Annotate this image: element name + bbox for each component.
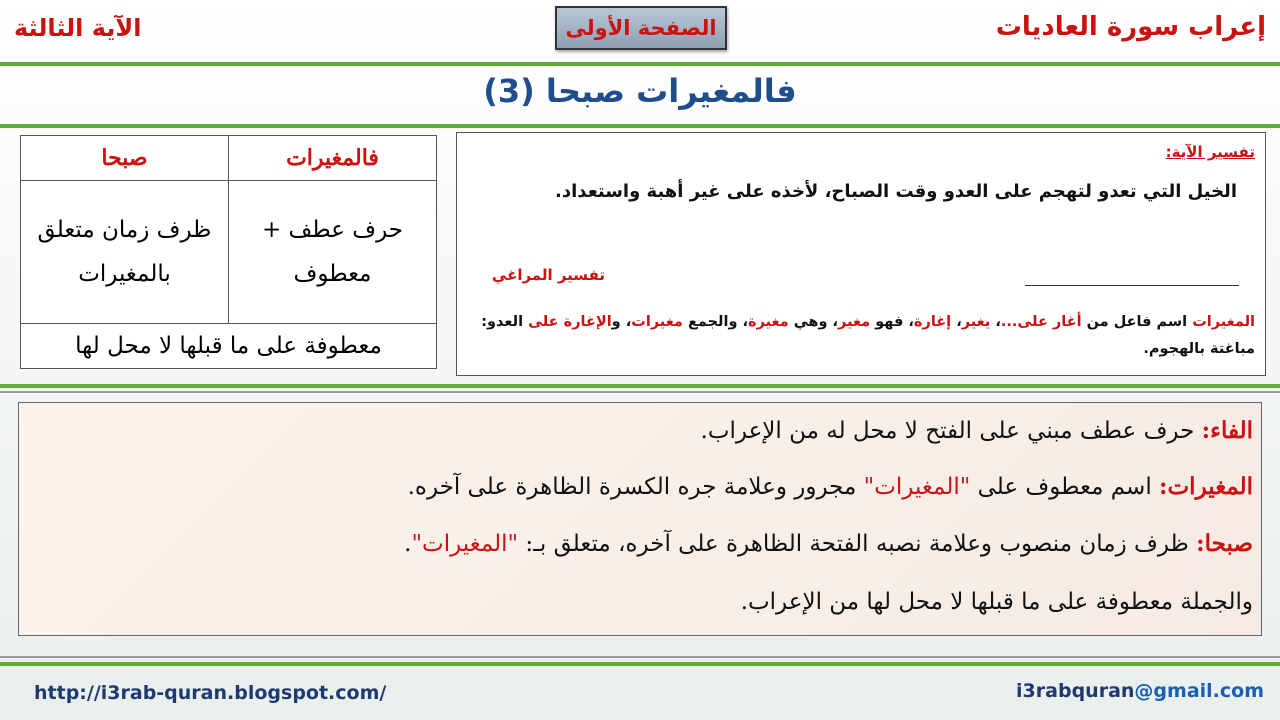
irab-reference: "المغيرات" xyxy=(863,474,971,500)
irab-text: ظرف زمان منصوب وعلامة نصبه الفتحة الظاهرة على آخره، متعلق بـ: xyxy=(518,531,1197,557)
irab-text: والجملة معطوفة على ما قبلها لا محل لها من الإعراب. xyxy=(740,589,1253,615)
maraghi-part: الإغارة على xyxy=(528,314,612,330)
irab-line xyxy=(741,589,1253,615)
irab-text: حرف عطف مبني على الفتح لا محل له من الإعراب. xyxy=(700,418,1202,444)
irab-label: الفاء: xyxy=(1201,417,1253,444)
email-link[interactable] xyxy=(1016,680,1264,702)
irab-reference: "المغيرات" xyxy=(411,531,519,557)
maraghi-part: اسم فاعل من xyxy=(1081,314,1193,330)
maraghi-part: ، وهي xyxy=(788,314,839,330)
email-domain: @gmail.com xyxy=(1134,680,1264,702)
footer-divider-thin xyxy=(0,656,1280,658)
maraghi-part: مغير xyxy=(838,314,871,330)
table-header-row xyxy=(21,136,437,181)
maraghi-part: مغيرات xyxy=(631,314,683,330)
verse-title: فالمغيرات صبحا (3) xyxy=(483,72,797,110)
table-row xyxy=(21,181,437,324)
maraghi-part: المغيرات xyxy=(1192,314,1255,330)
tafsir-panel xyxy=(456,132,1266,376)
irab-line xyxy=(701,417,1253,444)
table-cell: ظرف زمان متعلق بالمغيرات xyxy=(21,181,229,324)
irab-label: المغيرات: xyxy=(1159,473,1253,500)
tafsir-text: الخيل التي تعدو لتهجم على العدو وقت الصباح، لأخذه على غير أهبة واستعداد. xyxy=(555,181,1237,202)
header-divider xyxy=(0,62,1280,66)
tafsir-heading: تفسير الآية: xyxy=(1165,143,1255,161)
maraghi-part: إغارة xyxy=(913,314,952,330)
maraghi-part: ، و xyxy=(611,314,632,330)
irab-summary-table xyxy=(20,135,437,369)
section-divider-thin xyxy=(0,391,1280,393)
email-user: i3rabquran xyxy=(1016,680,1135,702)
irab-label: صبحا: xyxy=(1196,530,1253,557)
maraghi-heading: تفسير المراغي xyxy=(491,266,605,284)
maraghi-part: يغير xyxy=(961,314,991,330)
irab-text: مجرور وعلامة جره الكسرة الظاهرة على آخره. xyxy=(407,474,864,500)
maraghi-part: ، والجمع xyxy=(682,314,749,330)
table-cell: حرف عطف + معطوف xyxy=(229,181,437,324)
surah-title: إعراب سورة العاديات xyxy=(995,12,1266,42)
maraghi-part: العدو: مباغتة بالهجوم. xyxy=(481,314,1255,357)
irab-line xyxy=(404,530,1253,557)
table-header-cell: فالمغيرات xyxy=(229,136,437,181)
footer-divider xyxy=(0,662,1280,666)
table-row xyxy=(21,324,437,369)
irab-detail-panel xyxy=(18,402,1262,636)
maraghi-part: ، xyxy=(951,314,962,330)
irab-text: . xyxy=(404,531,412,557)
table-cell: معطوفة على ما قبلها لا محل لها xyxy=(21,324,437,369)
irab-text: اسم معطوف على xyxy=(970,474,1160,500)
irab-line xyxy=(408,473,1253,500)
maraghi-part: ، فهو xyxy=(870,314,914,330)
maraghi-part: مغيرة xyxy=(748,314,789,330)
section-divider xyxy=(0,384,1280,388)
separator-line xyxy=(1025,285,1239,286)
verse-number-title: الآية الثالثة xyxy=(14,14,142,42)
maraghi-text xyxy=(465,309,1255,363)
blog-link[interactable]: http://i3rab-quran.blogspot.com/ xyxy=(34,682,387,704)
maraghi-part: أغار على... xyxy=(1000,314,1082,330)
maraghi-part: ، xyxy=(990,314,1001,330)
verse-divider xyxy=(0,124,1280,128)
first-page-button[interactable]: الصفحة الأولى xyxy=(555,6,727,50)
table-header-cell: صبحا xyxy=(21,136,229,181)
